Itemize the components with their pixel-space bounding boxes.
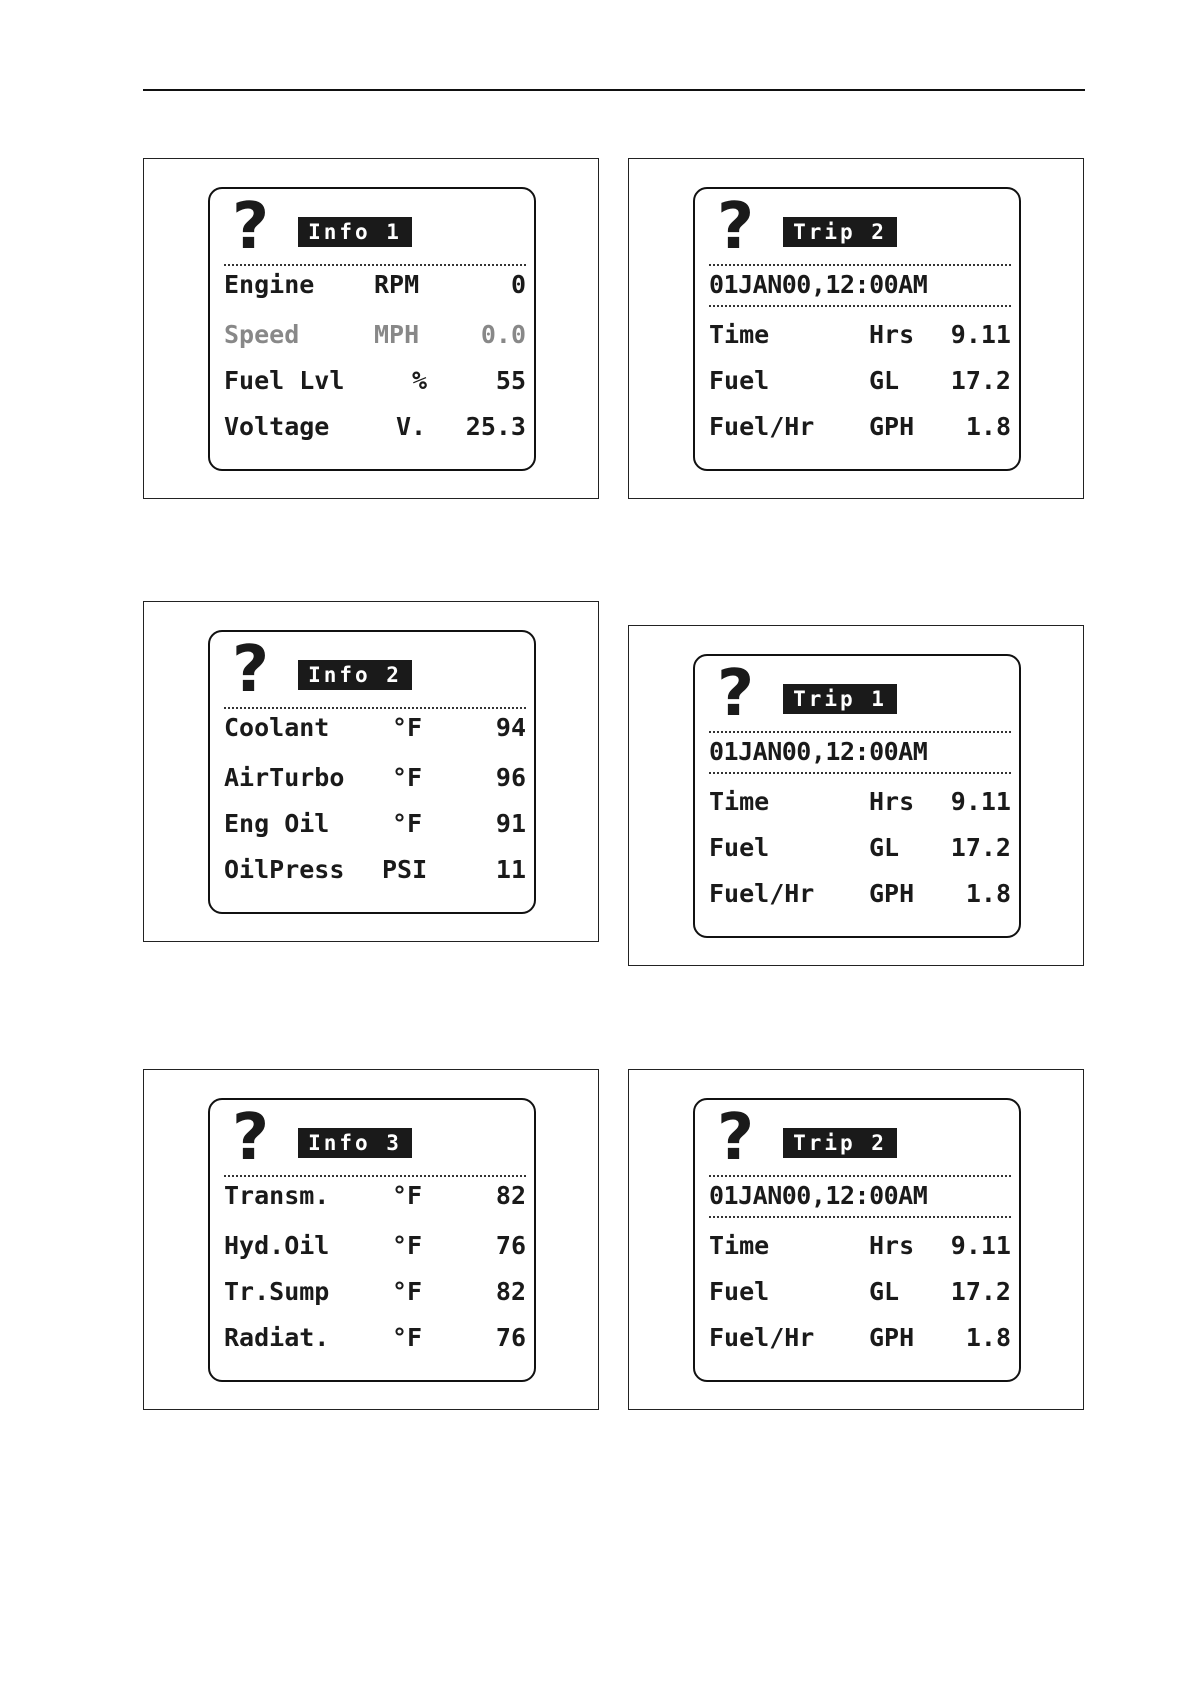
row-value: 55: [495, 366, 526, 395]
row-label: Radiat.: [224, 1323, 330, 1352]
row-unit: GPH: [869, 879, 915, 908]
row-value: 17.2: [950, 1277, 1011, 1306]
row-label: Eng Oil: [224, 809, 330, 838]
row-unit: GL: [869, 1277, 900, 1306]
row-label: Fuel/Hr: [709, 879, 815, 908]
row-label: Speed: [224, 320, 300, 349]
date-time-readout: 01JAN00,12:00AM: [709, 737, 928, 766]
row-unit: GL: [869, 833, 900, 862]
lcd-screen-info2: [208, 630, 536, 914]
info-row: [224, 1276, 528, 1308]
row-unit: GPH: [869, 412, 915, 441]
separator: [224, 264, 526, 266]
row-unit: °F: [392, 1277, 423, 1306]
lcd-screen-trip-b: [693, 654, 1021, 938]
row-value: 17.2: [950, 833, 1011, 862]
info-row: [224, 269, 528, 301]
row-value: 76: [495, 1231, 526, 1260]
panel-trip-c: [628, 1069, 1084, 1410]
date-time-readout: 01JAN00,12:00AM: [709, 270, 928, 299]
row-label: Engine: [224, 270, 315, 299]
row-label: Fuel: [709, 1277, 770, 1306]
row-value: 17.2: [950, 366, 1011, 395]
panel-info2: [143, 601, 599, 942]
row-value: 9.11: [950, 787, 1011, 816]
date-time-readout: 01JAN00,12:00AM: [709, 1181, 928, 1210]
row-label: Fuel: [709, 833, 770, 862]
row-unit: °F: [392, 809, 423, 838]
question-mark-icon: ?: [717, 1101, 755, 1175]
trip-row: [709, 411, 1013, 443]
row-unit: Hrs: [869, 1231, 915, 1260]
row-value: 1.8: [965, 412, 1011, 441]
row-label: Hyd.Oil: [224, 1231, 330, 1260]
info-row: [224, 365, 528, 397]
lcd-screen-trip-c: [693, 1098, 1021, 1382]
trip-row: [709, 878, 1013, 910]
row-value: 1.8: [965, 1323, 1011, 1352]
row-unit: RPM: [374, 270, 420, 299]
separator: [709, 731, 1011, 733]
question-mark-icon: ?: [717, 190, 755, 264]
row-label: Fuel/Hr: [709, 412, 815, 441]
header-rule: [143, 89, 1085, 91]
info-row: [224, 1322, 528, 1354]
info-row: [224, 808, 528, 840]
screen-title: Info 2: [298, 660, 412, 690]
info-row: [224, 319, 528, 351]
row-unit: Hrs: [869, 320, 915, 349]
row-unit: GPH: [869, 1323, 915, 1352]
panel-info1: [143, 158, 599, 499]
row-value: 9.11: [950, 320, 1011, 349]
screen-title: Info 3: [298, 1128, 412, 1158]
trip-row: [709, 832, 1013, 864]
question-mark-icon: ?: [717, 657, 755, 731]
row-label: Voltage: [224, 412, 330, 441]
trip-row: [709, 1322, 1013, 1354]
row-unit: °F: [392, 1323, 423, 1352]
screen-title: Trip 2: [783, 1128, 897, 1158]
row-unit: V.: [396, 412, 427, 441]
row-value: 76: [495, 1323, 526, 1352]
row-unit: PSI: [382, 855, 428, 884]
row-unit: GL: [869, 366, 900, 395]
info-row: [224, 1230, 528, 1262]
row-unit: °F: [392, 1231, 423, 1260]
separator: [709, 305, 1011, 307]
row-unit: MPH: [374, 320, 420, 349]
row-label: Time: [709, 320, 770, 349]
panel-trip-b: [628, 625, 1084, 966]
separator: [224, 707, 526, 709]
row-label: Tr.Sump: [224, 1277, 330, 1306]
row-label: Fuel Lvl: [224, 366, 345, 395]
question-mark-icon: ?: [232, 190, 270, 264]
row-value: 25.3: [465, 412, 526, 441]
row-label: OilPress: [224, 855, 345, 884]
row-value: 82: [495, 1277, 526, 1306]
row-label: Fuel: [709, 366, 770, 395]
screen-title: Trip 2: [783, 217, 897, 247]
separator: [709, 1216, 1011, 1218]
separator: [709, 1175, 1011, 1177]
row-value: 82: [495, 1181, 526, 1210]
row-value: 96: [495, 763, 526, 792]
row-value: 1.8: [965, 879, 1011, 908]
trip-row: [709, 1276, 1013, 1308]
row-unit: °F: [392, 763, 423, 792]
row-value: 0: [510, 270, 526, 299]
info-row: [224, 411, 528, 443]
trip-row: [709, 319, 1013, 351]
info-row: [224, 854, 528, 886]
row-unit: %: [412, 366, 428, 395]
row-unit: Hrs: [869, 787, 915, 816]
row-label: Transm.: [224, 1181, 330, 1210]
row-value: 11: [495, 855, 526, 884]
question-mark-icon: ?: [232, 633, 270, 707]
trip-row: [709, 365, 1013, 397]
row-label: Time: [709, 787, 770, 816]
row-label: Coolant: [224, 713, 330, 742]
trip-row: [709, 786, 1013, 818]
separator: [224, 1175, 526, 1177]
info-row: [224, 712, 528, 744]
row-label: Time: [709, 1231, 770, 1260]
row-value: 94: [495, 713, 526, 742]
panel-trip-a: [628, 158, 1084, 499]
row-label: Fuel/Hr: [709, 1323, 815, 1352]
row-unit: °F: [392, 713, 423, 742]
row-unit: °F: [392, 1181, 423, 1210]
screen-title: Info 1: [298, 217, 412, 247]
question-mark-icon: ?: [232, 1101, 270, 1175]
info-row: [224, 1180, 528, 1212]
screen-title: Trip 1: [783, 684, 897, 714]
separator: [709, 264, 1011, 266]
row-value: 9.11: [950, 1231, 1011, 1260]
panel-info3: [143, 1069, 599, 1410]
info-row: [224, 762, 528, 794]
lcd-screen-trip-a: [693, 187, 1021, 471]
row-value: 0.0: [480, 320, 526, 349]
row-label: AirTurbo: [224, 763, 345, 792]
row-value: 91: [495, 809, 526, 838]
lcd-screen-info3: [208, 1098, 536, 1382]
trip-row: [709, 1230, 1013, 1262]
separator: [709, 772, 1011, 774]
lcd-screen-info1: [208, 187, 536, 471]
